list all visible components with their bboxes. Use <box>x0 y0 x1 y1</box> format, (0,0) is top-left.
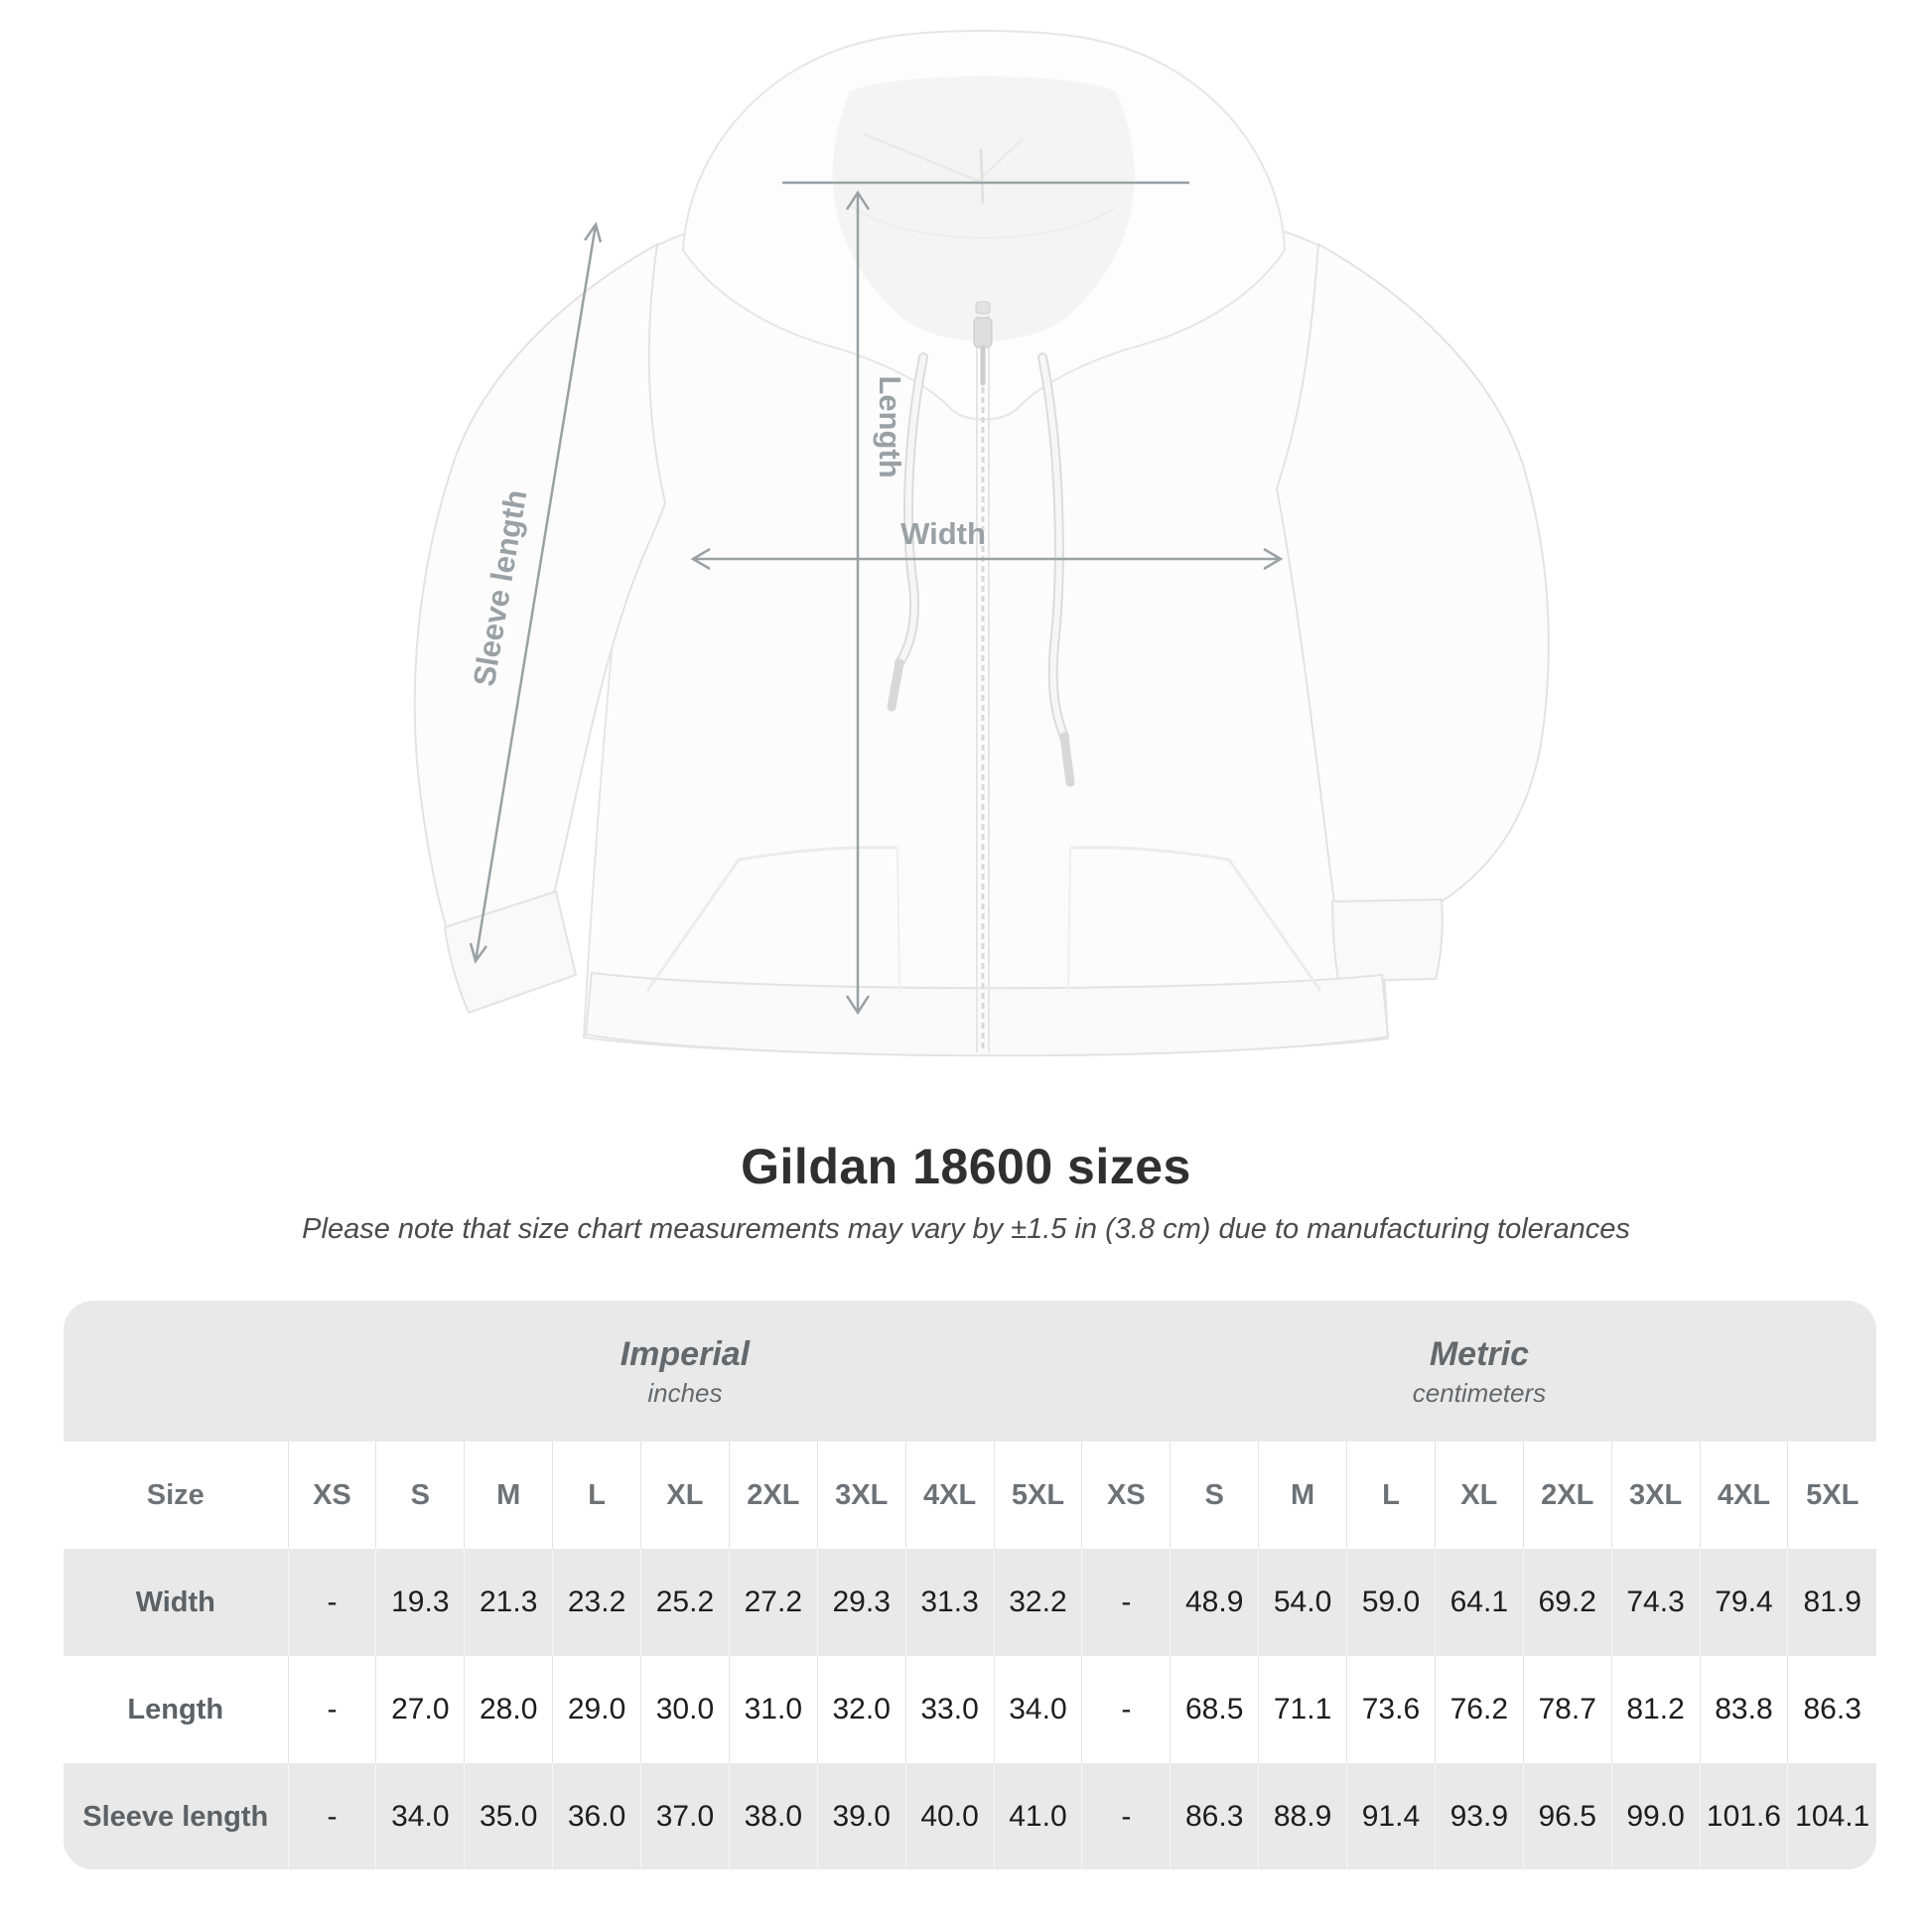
value-cell: 30.0 <box>641 1656 730 1763</box>
value-cell: 41.0 <box>994 1763 1082 1869</box>
value-cell: 31.3 <box>905 1549 994 1656</box>
value-cell: 29.3 <box>817 1549 905 1656</box>
value-cell: 32.2 <box>994 1549 1082 1656</box>
value-cell: 25.2 <box>641 1549 730 1656</box>
value-cell: 37.0 <box>641 1763 730 1869</box>
row-label-sleeve-length: Sleeve length <box>64 1763 288 1869</box>
value-cell: 34.0 <box>376 1763 465 1869</box>
width-measurement-label: Width <box>900 516 986 551</box>
value-cell: - <box>288 1656 376 1763</box>
sleeve-length-row <box>64 1763 1876 1869</box>
size-header-cell: 5XL <box>1788 1442 1876 1549</box>
value-cell: 64.1 <box>1435 1549 1523 1656</box>
value-cell: - <box>288 1763 376 1869</box>
value-cell: 88.9 <box>1259 1763 1347 1869</box>
value-cell: - <box>288 1549 376 1656</box>
size-header-cell: XS <box>288 1442 376 1549</box>
size-header-cell: 5XL <box>994 1442 1082 1549</box>
metric-unit: centimeters <box>1412 1378 1547 1409</box>
value-cell: 99.0 <box>1611 1763 1700 1869</box>
value-cell: 28.0 <box>465 1656 553 1763</box>
value-cell: 54.0 <box>1259 1549 1347 1656</box>
value-cell: 96.5 <box>1523 1763 1611 1869</box>
value-cell: 38.0 <box>729 1763 817 1869</box>
value-cell: 34.0 <box>994 1656 1082 1763</box>
value-cell: 81.9 <box>1788 1549 1876 1656</box>
value-cell: 39.0 <box>817 1763 905 1869</box>
size-header-cell: 3XL <box>817 1442 905 1549</box>
value-cell: 23.2 <box>553 1549 641 1656</box>
value-cell: 69.2 <box>1523 1549 1611 1656</box>
hoodie-right-cuff <box>1332 899 1443 981</box>
value-cell: 27.0 <box>376 1656 465 1763</box>
size-header-cell: 4XL <box>905 1442 994 1549</box>
value-cell: 48.9 <box>1171 1549 1259 1656</box>
value-cell: 81.2 <box>1611 1656 1700 1763</box>
value-cell: 86.3 <box>1788 1656 1876 1763</box>
row-label-width: Width <box>64 1549 288 1656</box>
value-cell: 83.8 <box>1700 1656 1788 1763</box>
size-header-row <box>64 1442 1876 1549</box>
value-cell: 19.3 <box>376 1549 465 1656</box>
value-cell: 79.4 <box>1700 1549 1788 1656</box>
value-cell: 91.4 <box>1347 1763 1436 1869</box>
value-cell: 29.0 <box>553 1656 641 1763</box>
sleeve-length-measurement-label: Sleeve length <box>466 486 534 689</box>
value-cell: 86.3 <box>1171 1763 1259 1869</box>
value-cell: 36.0 <box>553 1763 641 1869</box>
size-header-cell: L <box>553 1442 641 1549</box>
value-cell: 93.9 <box>1435 1763 1523 1869</box>
length-row <box>64 1656 1876 1763</box>
value-cell: 68.5 <box>1171 1656 1259 1763</box>
imperial-unit: inches <box>647 1378 723 1409</box>
size-header-cell: XL <box>1435 1442 1523 1549</box>
imperial-title: Imperial <box>620 1335 751 1374</box>
units-corner-cell <box>64 1301 288 1442</box>
metric-title: Metric <box>1429 1335 1529 1374</box>
size-corner-header: Size <box>64 1442 288 1549</box>
size-header-cell: M <box>465 1442 553 1549</box>
size-header-cell: S <box>1171 1442 1259 1549</box>
row-label-length: Length <box>64 1656 288 1763</box>
imperial-group-header <box>288 1301 1082 1442</box>
size-header-cell: 3XL <box>1611 1442 1700 1549</box>
size-header-cell: XL <box>641 1442 730 1549</box>
tolerance-note: Please note that size chart measurements may vary by ±1.5 in (3.8 cm) due to manufacturing tolerances <box>302 1213 1630 1245</box>
page-title: Gildan 18600 sizes <box>741 1139 1191 1194</box>
value-cell: 104.1 <box>1788 1763 1876 1869</box>
size-header-cell: M <box>1259 1442 1347 1549</box>
width-row <box>64 1549 1876 1656</box>
value-cell: 27.2 <box>729 1549 817 1656</box>
size-header-cell: XS <box>1082 1442 1171 1549</box>
value-cell: 59.0 <box>1347 1549 1436 1656</box>
value-cell: 73.6 <box>1347 1656 1436 1763</box>
value-cell: 76.2 <box>1435 1656 1523 1763</box>
size-header-cell: 2XL <box>1523 1442 1611 1549</box>
value-cell: 21.3 <box>465 1549 553 1656</box>
value-cell: 32.0 <box>817 1656 905 1763</box>
value-cell: 35.0 <box>465 1763 553 1869</box>
value-cell: 74.3 <box>1611 1549 1700 1656</box>
value-cell: - <box>1082 1549 1171 1656</box>
size-header-cell: 2XL <box>729 1442 817 1549</box>
value-cell: 40.0 <box>905 1763 994 1869</box>
value-cell: - <box>1082 1763 1171 1869</box>
value-cell: 33.0 <box>905 1656 994 1763</box>
size-header-cell: S <box>376 1442 465 1549</box>
metric-group-header <box>1082 1301 1876 1442</box>
value-cell: - <box>1082 1656 1171 1763</box>
units-header-row <box>64 1301 1876 1442</box>
size-chart-table <box>64 1301 1876 1869</box>
size-header-cell: 4XL <box>1700 1442 1788 1549</box>
value-cell: 101.6 <box>1700 1763 1788 1869</box>
value-cell: 31.0 <box>729 1656 817 1763</box>
value-cell: 71.1 <box>1259 1656 1347 1763</box>
size-chart-panel <box>64 1301 1876 1869</box>
size-header-cell: L <box>1347 1442 1436 1549</box>
length-measurement-label: Length <box>873 375 907 479</box>
value-cell: 78.7 <box>1523 1656 1611 1763</box>
